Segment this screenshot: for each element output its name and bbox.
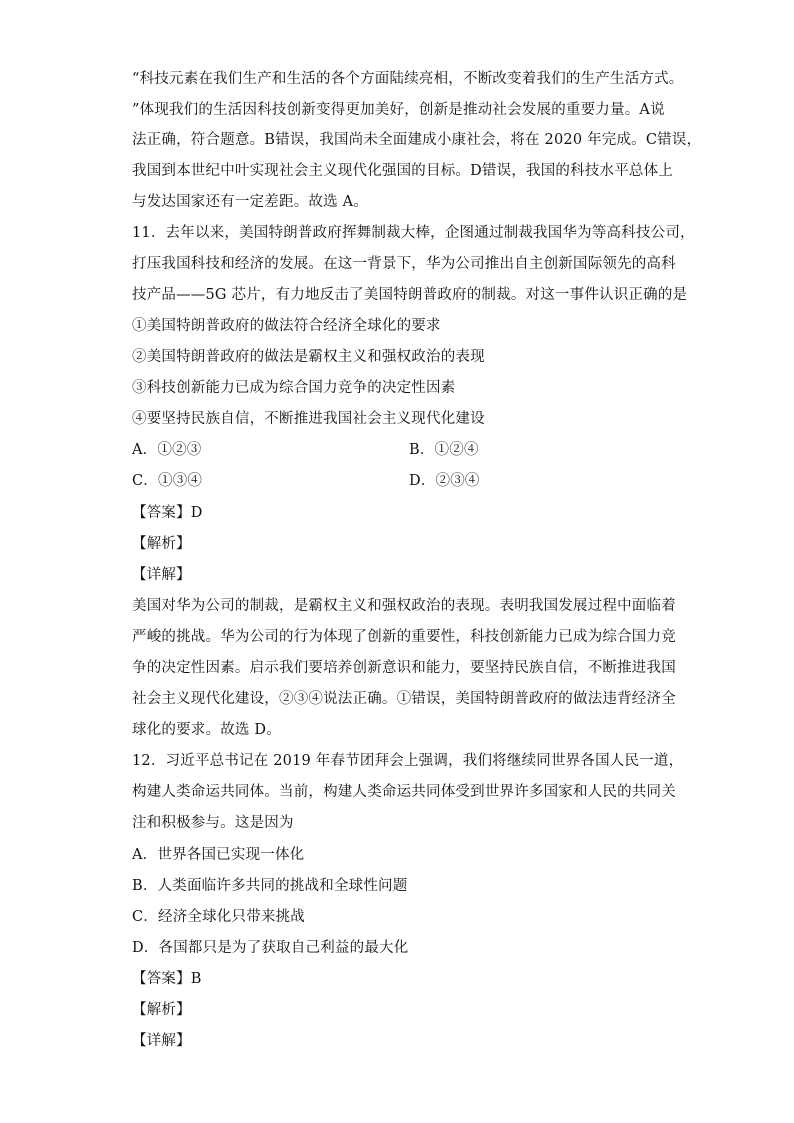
question-12-option-b: B．人类面临许多共同的挑战和全球性问题 xyxy=(132,878,408,894)
question-11-detail-text: 社会主义现代化建设，②③④说法正确。①错误，美国特朗普政府的做法违背经济全 xyxy=(132,691,676,707)
question-11-detail-text: 美国对华为公司的制裁，是霸权主义和强权政治的表现。表明我国发展过程中面临着 xyxy=(132,598,676,614)
question-12-stem: 12．习近平总书记在 2019 年春节团拜会上强调，我们将继续同世界各国人民一道， xyxy=(132,753,684,769)
question-12-stem: 注和积极参与。这是因为 xyxy=(132,815,294,831)
explanation-line: 法正确，符合题意。B错误，我国尚未全面建成小康社会，将在 2020 年完成。C错误， xyxy=(132,132,702,148)
question-12-answer: 【答案】B xyxy=(132,971,202,987)
question-11-statement: ③科技创新能力已成为综合国力竞争的决定性因素 xyxy=(132,380,456,396)
question-11-stem: 技产品——5G 芯片，有力地反击了美国特朗普政府的制裁。对这一事件认识正确的是 xyxy=(132,287,688,303)
question-11-option-d: D．②③④ xyxy=(409,473,480,489)
question-11-detail-text: 球化的要求。故选 D。 xyxy=(132,722,281,738)
explanation-line: ”体现我们的生活因科技创新变得更加美好，创新是推动社会发展的重要力量。A说 xyxy=(132,102,665,118)
question-11-statement: ④要坚持民族自信，不断推进我国社会主义现代化建设 xyxy=(132,411,485,427)
question-11-answer: 【答案】D xyxy=(132,505,203,521)
question-12-detail-heading: 【详解】 xyxy=(132,1033,191,1049)
question-11-detail-text: 严峻的挑战。华为公司的行为体现了创新的重要性，科技创新能力已成为综合国力竞 xyxy=(132,629,676,645)
question-11-detail-text: 争的决定性因素。启示我们要培养创新意识和能力，要坚持民族自信，不断推进我国 xyxy=(132,660,676,676)
question-12-option-d: D．各国都只是为了获取自己利益的最大化 xyxy=(132,940,409,956)
question-12-stem: 构建人类命运共同体。当前，构建人类命运共同体受到世界许多国家和人民的共同关 xyxy=(132,784,676,800)
explanation-line: 我国到本世纪中叶实现社会主义现代化强国的目标。D错误，我国的科技水平总体上 xyxy=(132,163,674,179)
question-12-option-c: C．经济全球化只带来挑战 xyxy=(132,909,305,925)
explanation-line: 与发达国家还有一定差距。故选 A。 xyxy=(132,194,368,210)
question-11-option-a: A．①②③ xyxy=(132,442,202,458)
question-11-option-c: C．①③④ xyxy=(132,473,203,489)
question-11-statement: ①美国特朗普政府的做法符合经济全球化的要求 xyxy=(132,318,441,334)
question-11-stem: 打压我国科技和经济的发展。在这一背景下，华为公司推出自主创新国际领先的高科 xyxy=(132,256,676,272)
question-11-statement: ②美国特朗普政府的做法是霸权主义和强权政治的表现 xyxy=(132,349,485,365)
explanation-line: “科技元素在我们生产和生活的各个方面陆续亮相，不断改变着我们的生产生活方式。 xyxy=(132,71,684,87)
question-12-option-a: A．世界各国已实现一体化 xyxy=(132,847,305,863)
question-12-analysis-heading: 【解析】 xyxy=(132,1002,191,1018)
question-11-analysis-heading: 【解析】 xyxy=(132,536,191,552)
question-11-stem: 11．去年以来，美国特朗普政府挥舞制裁大棒，企图通过制裁我国华为等高科技公司， xyxy=(132,225,695,241)
question-11-detail-heading: 【详解】 xyxy=(132,567,191,583)
question-11-option-b: B．①②④ xyxy=(409,442,479,458)
